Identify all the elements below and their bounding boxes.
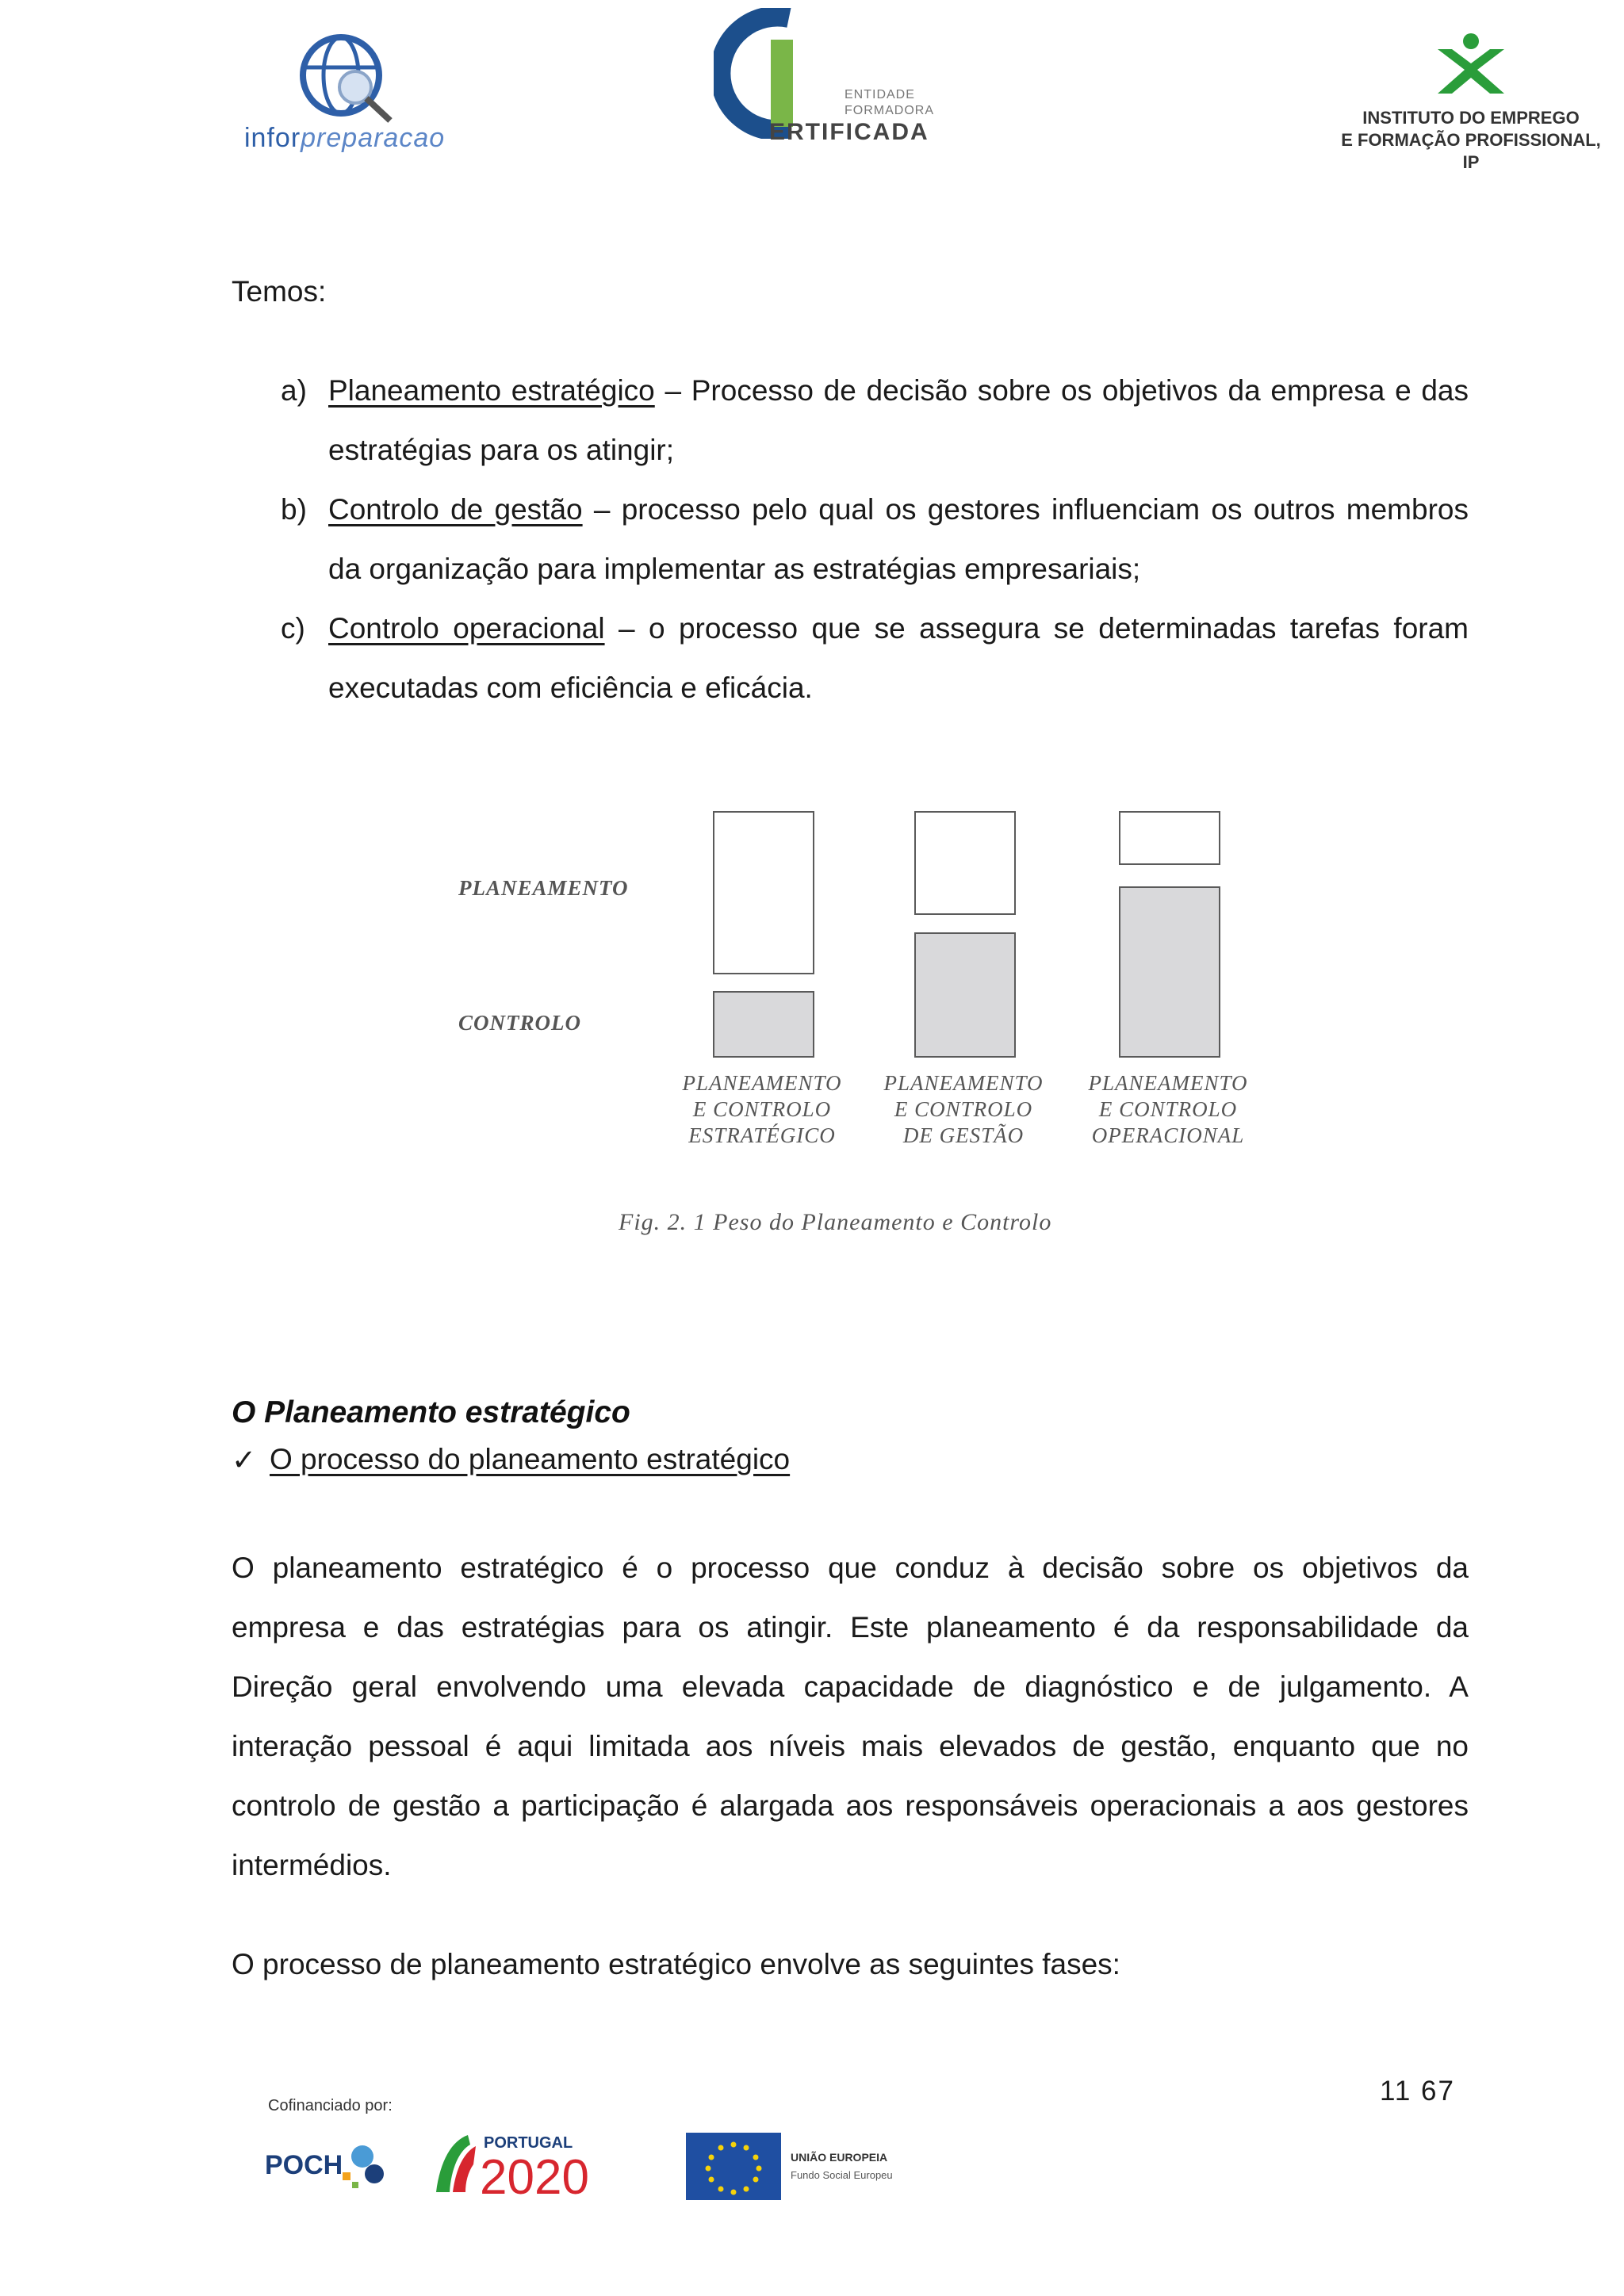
- cofinanced-label: Cofinanciado por:: [268, 2097, 393, 2114]
- poch-logo-text: POCH: [265, 2150, 343, 2180]
- figure-column-label-gestao: PLANEAMENTO E CONTROLO DE GESTÃO: [883, 1071, 1044, 1147]
- intro-text: Temos:: [232, 275, 327, 308]
- checkmark-icon: ✓: [232, 1444, 257, 1476]
- figure-box-planeamento-estrategico: [713, 811, 814, 974]
- figure-box-controlo-operacional: [1119, 886, 1220, 1058]
- figure-box-controlo-gestao: [914, 932, 1016, 1058]
- list-item-c: Controlo operacional – o processo que se assegura se determinadas tarefas foram executadas com eficiência e eficácia.: [328, 612, 1469, 704]
- term-controlo-de-gestao: Controlo de gestão: [328, 493, 583, 526]
- figure-box-planeamento-operacional: [1119, 811, 1220, 865]
- section-heading: O Planeamento estratégico: [232, 1395, 630, 1429]
- list-marker-b: b): [281, 493, 307, 526]
- portugal-label: PORTUGAL: [484, 2134, 573, 2152]
- section-subheading: O processo do planeamento estratégico: [270, 1443, 791, 1475]
- figure-box-controlo-estrategico: [713, 991, 814, 1058]
- year-label: 2020: [480, 2150, 589, 2200]
- list-marker-a: a): [281, 374, 307, 407]
- figure-box-planeamento-gestao: [914, 811, 1016, 915]
- figure-column-label-operacional: PLANEAMENTO E CONTROLO OPERACIONAL: [1088, 1071, 1248, 1147]
- esf-label: Fundo Social Europeu: [791, 2169, 893, 2181]
- list-item-a: Planeamento estratégico – Processo de decisão sobre os objetivos da empresa e das estratégias para os atingir;: [328, 374, 1469, 466]
- term-controlo-operacional: Controlo operacional: [328, 612, 605, 645]
- page-number: 11 67: [1380, 2076, 1455, 2107]
- figure-row-label-planeamento: PLANEAMENTO: [458, 876, 629, 900]
- poch-logo: [263, 2133, 390, 2196]
- figure-row-label-controlo: CONTROLO: [458, 1011, 581, 1035]
- infor-globe-logo: [293, 32, 396, 127]
- iefp-logo-mark: [1431, 32, 1511, 99]
- portugal-2020-logo: [432, 2129, 646, 2200]
- certified-entity-text: ERTIFICADA: [769, 119, 929, 145]
- iefp-logo-text: INSTITUTO DO EMPREGO E FORMAÇÃO PROFISSIONAL, IP: [1341, 108, 1601, 172]
- certified-entity-small-text: ENTIDADE FORMADORA: [845, 88, 934, 117]
- list-item-b: Controlo de gestão – processo pelo qual os gestores influenciam os outros membros da organização para implementar as estratégias empresariais;: [328, 493, 1469, 585]
- eu-label: UNIÃO EUROPEIA: [791, 2151, 888, 2164]
- list-marker-c: c): [281, 612, 305, 645]
- figure-caption: Fig. 2. 1 Peso do Planeamento e Controlo: [619, 1209, 1052, 1235]
- certified-mark-text: DGERT: [753, 52, 765, 91]
- phases-intro: O processo de planeamento estratégico envolve as seguintes fases:: [232, 1948, 1120, 1980]
- infor-logo-text: inforpreparacao: [244, 123, 446, 153]
- eu-logo: [686, 2133, 916, 2200]
- term-planeamento-estrategico: Planeamento estratégico: [328, 374, 655, 407]
- figure-column-label-estrategico: PLANEAMENTO E CONTROLO ESTRATÉGICO: [682, 1071, 842, 1147]
- section-paragraph: O planeamento estratégico é o processo que conduz à decisão sobre os objetivos da empresa e das estratégias para os atingir. Este planeamento é da responsabilidade da Direção geral envolvendo uma elevada capacidade de diagnóstico e de julgamento. A interação pessoal é aqui limitada aos níveis mais elevados de gestão, enquanto que no controlo de gestão a participação é alargada aos responsáveis operacionais a aos gestores intermédios.: [232, 1552, 1469, 1881]
